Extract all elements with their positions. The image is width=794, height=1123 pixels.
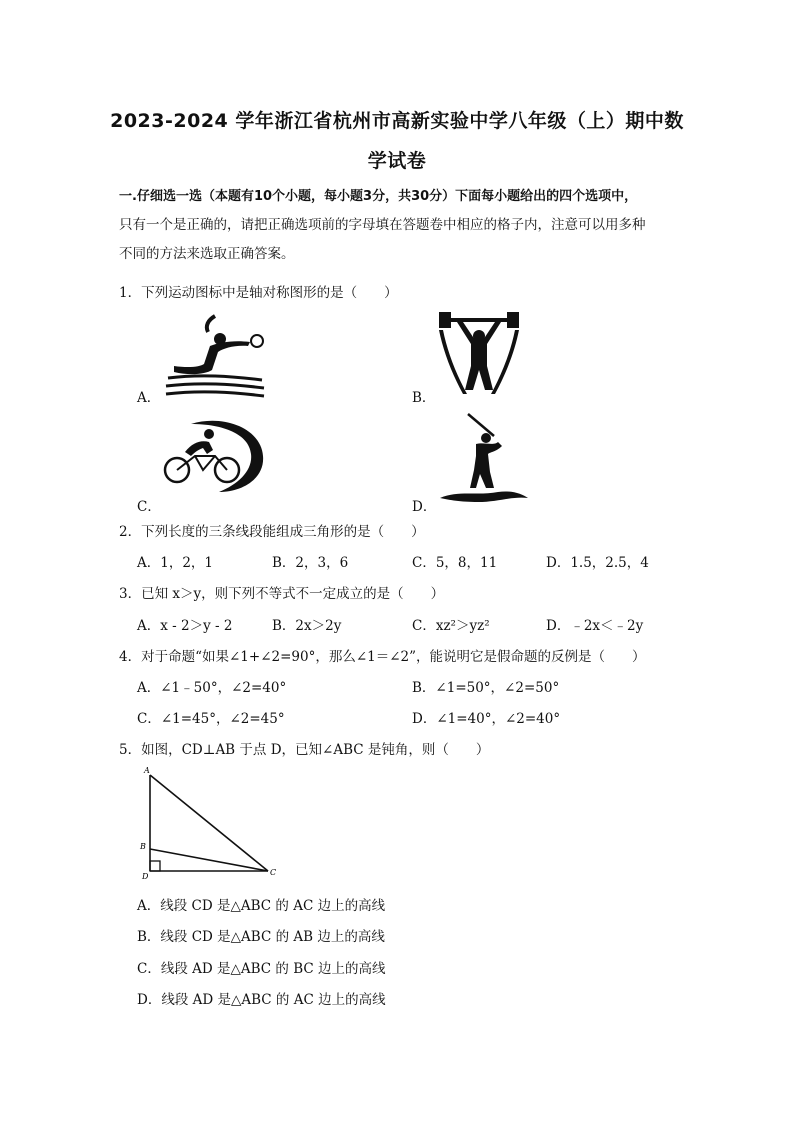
q1-label-d: D．	[412, 499, 437, 515]
q3-option-a: A．x - 2＞y - 2	[137, 618, 233, 634]
q1-label-c: C．	[137, 499, 161, 515]
q1-label-b: B．	[412, 390, 436, 406]
segment-ac	[150, 775, 268, 871]
section-line3: 不同的方法来选取正确答案。	[119, 246, 295, 262]
vertex-label-c: C	[270, 868, 277, 877]
question-1-stem: 1．下列运动图标中是轴对称图形的是（ ）	[119, 285, 398, 301]
page-title-line1: 2023-2024 学年浙江省杭州市高新实验中学八年级（上）期中数	[110, 110, 684, 132]
section-heading: 一.仔细选一选（本题有10个小题，每小题3分，共30分）	[119, 189, 456, 204]
q2-option-b: B．2，3，6	[272, 555, 349, 571]
section-instructions	[119, 182, 679, 269]
section-line1-rest: 下面每小题给出的四个选项中，	[455, 189, 638, 204]
q3-option-d: D．﹣2x＜﹣2y	[546, 618, 644, 634]
vertex-label-a: A	[144, 766, 150, 775]
question-4-stem: 4．对于命题“如果∠1+∠2=90°，那么∠1＝∠2”，能说明它是假命题的反例是（ ）	[119, 649, 646, 665]
q5-option-c: C．线段 AD 是△ABC 的 BC 边上的高线	[137, 961, 386, 977]
vertex-label-b: B	[140, 842, 146, 851]
segment-bc	[150, 849, 268, 871]
q2-option-c: C．5，8，11	[412, 555, 498, 571]
q4-option-a: A．∠1﹣50°，∠2=40°	[137, 680, 287, 696]
q4-option-c: C．∠1=45°，∠2=45°	[137, 711, 285, 727]
cycling-icon	[163, 420, 267, 496]
vertex-label-d: D	[142, 872, 149, 881]
triangle-figure	[138, 765, 288, 883]
q4-option-b: B．∠1=50°，∠2=50°	[412, 680, 560, 696]
q3-option-c: C．xz²＞yz²	[412, 618, 490, 634]
q5-option-b: B．线段 CD 是△ABC 的 AB 边上的高线	[137, 929, 385, 945]
weightlifting-icon	[437, 310, 521, 396]
question-2-stem: 2．下列长度的三条线段能组成三角形的是（ ）	[119, 524, 425, 540]
q5-option-d: D．线段 AD 是△ABC 的 AC 边上的高线	[137, 992, 386, 1008]
golf-icon	[438, 412, 530, 504]
q1-label-a: A．	[137, 390, 161, 406]
q2-option-d: D．1.5，2.5，4	[546, 555, 649, 571]
page-title-line2: 学试卷	[367, 150, 427, 172]
section-line2: 只有一个是正确的，请把正确选项前的字母填在答题卷中相应的格子内，注意可以用多种	[119, 217, 646, 233]
volleyball-icon	[160, 312, 270, 402]
q3-option-b: B．2x＞2y	[272, 618, 342, 634]
q5-option-a: A．线段 CD 是△ABC 的 AC 边上的高线	[137, 898, 386, 914]
q2-option-a: A．1，2，1	[137, 555, 214, 571]
question-5-stem: 5．如图，CD⊥AB 于点 D，已知∠ABC 是钝角，则（ ）	[119, 742, 490, 758]
question-3-stem: 3．已知 x＞y，则下列不等式不一定成立的是（ ）	[119, 586, 445, 602]
right-angle-mark	[150, 861, 160, 871]
q4-option-d: D．∠1=40°，∠2=40°	[412, 711, 561, 727]
